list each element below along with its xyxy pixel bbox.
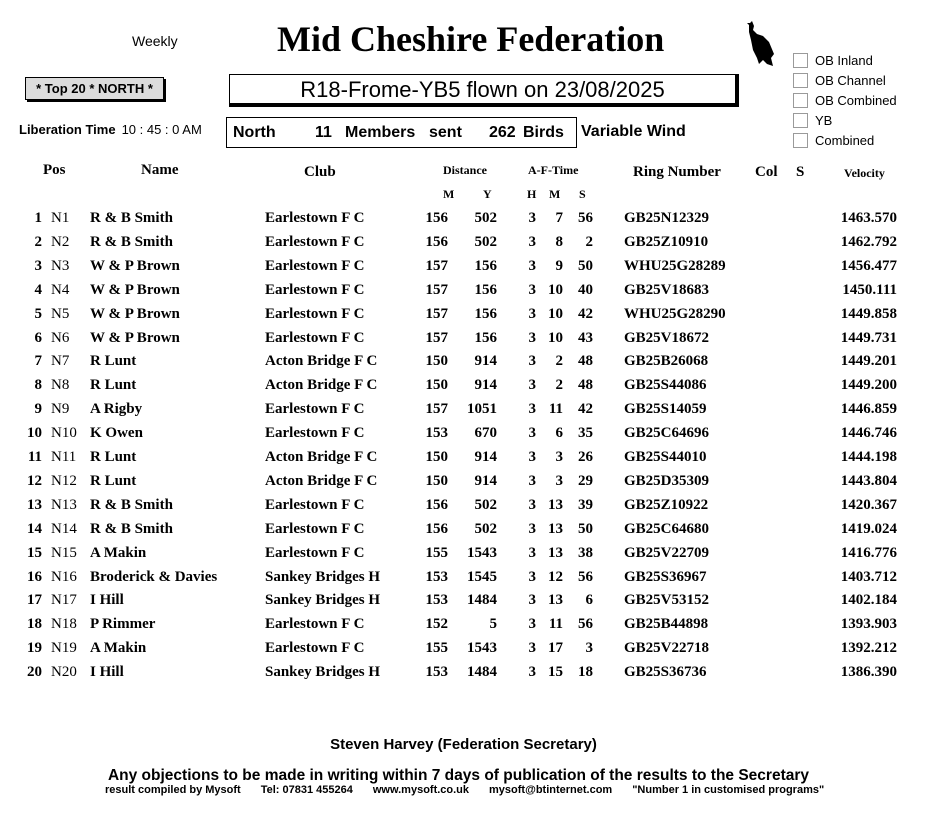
position-cell: 6 (34, 329, 42, 346)
club-cell: Sankey Bridges H (265, 592, 381, 609)
yards-cell: 914 (474, 377, 497, 394)
club-cell: Earlestown F C (265, 233, 365, 250)
yards-cell: 156 (474, 281, 497, 298)
name-cell: R & B Smith (90, 233, 173, 250)
option-row[interactable] (793, 130, 897, 150)
section-id-cell: N7 (51, 353, 70, 370)
hours-cell: 3 (528, 281, 536, 298)
position-cell: 11 (27, 449, 42, 465)
option-row[interactable] (793, 90, 897, 110)
club-cell: Earlestown F C (265, 544, 365, 561)
header-sex: S (796, 164, 805, 180)
ring-number-cell: GB25Z10922 (624, 496, 709, 513)
hours-cell: 3 (528, 496, 536, 513)
club-cell: Earlestown F C (265, 616, 365, 633)
hours-cell: 3 (528, 472, 536, 489)
position-cell: 4 (34, 281, 42, 298)
name-cell: W & P Brown (90, 329, 180, 346)
hours-cell: 3 (528, 210, 536, 226)
compiled-email: mysoft@btinternet.com (489, 784, 613, 796)
club-cell: Earlestown F C (265, 425, 365, 442)
table-row (0, 377, 927, 401)
yards-cell: 502 (474, 233, 497, 250)
ring-number-cell: GB25V18672 (624, 329, 710, 346)
yards-cell: 914 (474, 472, 497, 489)
position-cell: 13 (27, 496, 42, 513)
section-id-cell: N19 (51, 640, 77, 657)
header-miles: M (443, 187, 455, 201)
miles-cell: 157 (425, 305, 448, 322)
hours-cell: 3 (528, 568, 536, 585)
club-cell: Acton Bridge F C (265, 377, 378, 394)
name-cell: W & P Brown (90, 305, 180, 322)
club-cell: Earlestown F C (265, 257, 365, 274)
ring-number-cell: GB25C64680 (624, 520, 710, 537)
name-cell: R Lunt (90, 472, 137, 489)
miles-cell: 152 (425, 616, 448, 633)
name-cell: R Lunt (90, 449, 137, 465)
section-id-cell: N6 (51, 329, 70, 346)
seconds-cell: 39 (578, 496, 593, 513)
miles-cell: 156 (425, 210, 448, 226)
secretary: Steven Harvey (Federation Secretary) (330, 736, 597, 753)
table-row (0, 569, 927, 593)
minutes-cell: 13 (548, 592, 563, 609)
seconds-cell: 42 (578, 305, 593, 322)
miles-cell: 153 (425, 664, 448, 681)
name-cell: R & B Smith (90, 520, 173, 537)
position-cell: 20 (27, 664, 42, 681)
yards-cell: 502 (474, 496, 497, 513)
table-row (0, 234, 927, 258)
velocity-cell: 1450.111 (842, 281, 897, 298)
club-cell: Sankey Bridges H (265, 664, 381, 681)
velocity-cell: 1393.903 (840, 616, 897, 633)
miles-cell: 156 (425, 520, 448, 537)
seconds-cell: 40 (578, 281, 593, 298)
header-hours: H (527, 187, 537, 201)
option-label: Combined (815, 132, 875, 148)
section-id-cell: N5 (51, 305, 70, 322)
miles-cell: 155 (425, 544, 448, 561)
minutes-cell: 6 (555, 425, 563, 442)
sent-label: sent (429, 124, 462, 141)
option-label: OB Combined (815, 92, 897, 108)
header-yards: Y (483, 187, 492, 201)
position-cell: 19 (27, 640, 42, 657)
seconds-cell: 26 (578, 449, 593, 465)
name-cell: P Rimmer (90, 616, 156, 633)
velocity-cell: 1449.200 (840, 377, 897, 394)
position-cell: 17 (27, 592, 42, 609)
club-cell: Earlestown F C (265, 640, 365, 657)
name-cell: A Makin (90, 640, 147, 657)
yards-cell: 1484 (467, 664, 497, 681)
seconds-cell: 6 (585, 592, 593, 609)
name-cell: A Makin (90, 544, 147, 561)
club-cell: Earlestown F C (265, 401, 365, 418)
club-cell: Sankey Bridges H (265, 568, 381, 585)
yards-cell: 914 (474, 353, 497, 370)
minutes-cell: 10 (548, 329, 563, 346)
section-id-cell: N11 (51, 449, 77, 465)
minutes-cell: 13 (548, 520, 563, 537)
objections-notice: Any objections to be made in writing within 7 days of publication of the results to the Secretary (107, 767, 810, 784)
checkbox[interactable] (793, 93, 808, 108)
header-ring: Ring Number (633, 164, 721, 180)
section-id-cell: N1 (51, 210, 70, 226)
hours-cell: 3 (528, 329, 536, 346)
miles-cell: 150 (425, 377, 448, 394)
table-row (0, 258, 927, 282)
page-title: Mid Cheshire Federation (277, 19, 665, 59)
position-cell: 14 (27, 520, 42, 537)
position-cell: 5 (34, 305, 42, 322)
seconds-cell: 56 (578, 210, 593, 226)
minutes-cell: 7 (555, 210, 563, 226)
velocity-cell: 1463.570 (840, 210, 897, 226)
minutes-cell: 13 (548, 496, 563, 513)
position-cell: 1 (34, 210, 42, 226)
option-row[interactable] (793, 110, 897, 130)
option-label: OB Inland (815, 52, 873, 68)
checkbox[interactable] (793, 53, 808, 68)
seconds-cell: 56 (578, 616, 593, 633)
table-row (0, 425, 927, 449)
seconds-cell: 42 (578, 401, 593, 418)
yards-cell: 1545 (467, 568, 497, 585)
velocity-cell: 1416.776 (840, 544, 897, 561)
seconds-cell: 50 (578, 520, 593, 537)
miles-cell: 156 (425, 496, 448, 513)
name-cell: R Lunt (90, 377, 137, 394)
yards-cell: 156 (474, 257, 497, 274)
checkbox[interactable] (793, 133, 808, 148)
section-id-cell: N16 (51, 568, 77, 585)
yards-cell: 1543 (467, 640, 497, 657)
header-pos: Pos (43, 162, 66, 178)
seconds-cell: 48 (578, 353, 593, 370)
position-cell: 10 (27, 425, 42, 442)
position-cell: 16 (27, 568, 42, 585)
miles-cell: 150 (425, 472, 448, 489)
header-seconds: S (579, 187, 586, 201)
velocity-cell: 1419.024 (840, 520, 897, 537)
header-minutes: M (549, 187, 561, 201)
miles-cell: 150 (425, 449, 448, 465)
name-cell: Broderick & Davies (90, 568, 218, 585)
hours-cell: 3 (528, 616, 536, 633)
table-row (0, 545, 927, 569)
club-cell: Earlestown F C (265, 520, 365, 537)
option-label: OB Channel (815, 72, 886, 88)
minutes-cell: 2 (555, 377, 563, 394)
miles-cell: 157 (425, 329, 448, 346)
weekly-label: Weekly (132, 33, 178, 49)
seconds-cell: 56 (578, 568, 593, 585)
section-id-cell: N4 (51, 281, 70, 298)
minutes-cell: 10 (548, 305, 563, 322)
compiled-web: www.mysoft.co.uk (372, 784, 470, 796)
minutes-cell: 9 (555, 257, 563, 274)
position-cell: 9 (34, 401, 42, 418)
compiled-tel: Tel: 07831 455264 (260, 784, 353, 796)
hours-cell: 3 (528, 664, 536, 681)
pigeon-logo-icon (745, 20, 775, 68)
option-row[interactable] (793, 50, 897, 70)
hours-cell: 3 (528, 520, 536, 537)
velocity-cell: 1420.367 (840, 496, 897, 513)
minutes-cell: 11 (548, 401, 563, 418)
velocity-cell: 1402.184 (840, 592, 897, 609)
yards-cell: 914 (474, 449, 497, 465)
club-cell: Earlestown F C (265, 329, 365, 346)
table-row (0, 282, 927, 306)
hours-cell: 3 (528, 401, 536, 418)
hours-cell: 3 (528, 233, 536, 250)
members-label: Members (345, 124, 416, 141)
table-row (0, 449, 927, 473)
section-id-cell: N8 (51, 377, 70, 394)
table-row (0, 401, 927, 425)
velocity-cell: 1444.198 (840, 449, 897, 465)
hours-cell: 3 (528, 257, 536, 274)
seconds-cell: 48 (578, 377, 593, 394)
compiled-label: result compiled by Mysoft (105, 784, 241, 796)
minutes-cell: 3 (555, 472, 563, 489)
ring-number-cell: GB25V53152 (624, 592, 710, 609)
velocity-cell: 1456.477 (840, 257, 897, 274)
ring-number-cell: WHU25G28289 (624, 257, 726, 274)
table-row (0, 210, 927, 234)
ring-number-cell: GB25S44010 (624, 449, 707, 465)
club-cell: Acton Bridge F C (265, 472, 378, 489)
minutes-cell: 3 (555, 449, 563, 465)
table-row (0, 497, 927, 521)
race-type-options (793, 50, 897, 150)
club-cell: Earlestown F C (265, 210, 365, 226)
table-row (0, 306, 927, 330)
ring-number-cell: GB25Z10910 (624, 233, 709, 250)
section-id-cell: N3 (51, 257, 70, 274)
name-cell: K Owen (90, 425, 143, 442)
miles-cell: 153 (425, 425, 448, 442)
hours-cell: 3 (528, 305, 536, 322)
club-cell: Earlestown F C (265, 281, 365, 298)
race-title: R18-Frome-YB5 flown on 23/08/2025 (229, 74, 739, 107)
section-id-cell: N10 (51, 425, 77, 442)
seconds-cell: 35 (578, 425, 593, 442)
club-cell: Earlestown F C (265, 305, 365, 322)
velocity-cell: 1446.746 (840, 425, 897, 442)
section-badge: * Top 20 * NORTH * (25, 77, 164, 100)
race-info-box (226, 117, 577, 148)
ring-number-cell: GB25B26068 (624, 353, 709, 370)
seconds-cell: 3 (585, 640, 593, 657)
name-cell: R & B Smith (90, 496, 173, 513)
name-cell: W & P Brown (90, 257, 180, 274)
checkbox[interactable] (793, 113, 808, 128)
club-cell: Earlestown F C (265, 496, 365, 513)
name-cell: A Rigby (90, 401, 143, 418)
seconds-cell: 50 (578, 257, 593, 274)
velocity-cell: 1449.731 (840, 329, 897, 346)
minutes-cell: 11 (548, 616, 563, 633)
section-id-cell: N9 (51, 401, 70, 418)
position-cell: 2 (34, 233, 42, 250)
hours-cell: 3 (528, 353, 536, 370)
section-id-cell: N15 (51, 544, 77, 561)
minutes-cell: 12 (548, 568, 563, 585)
miles-cell: 156 (425, 233, 448, 250)
table-row (0, 592, 927, 616)
yards-cell: 1543 (467, 544, 497, 561)
ring-number-cell: GB25N12329 (624, 210, 710, 226)
section-id-cell: N2 (51, 233, 70, 250)
minutes-cell: 17 (548, 640, 563, 657)
table-row (0, 521, 927, 545)
birds-label: Birds (523, 124, 564, 141)
minutes-cell: 15 (548, 664, 563, 681)
hours-cell: 3 (528, 592, 536, 609)
yards-cell: 1484 (467, 592, 497, 609)
club-cell: Acton Bridge F C (265, 353, 378, 370)
ring-number-cell: GB25V22709 (624, 544, 710, 561)
velocity-cell: 1462.792 (840, 233, 897, 250)
wind-condition: Variable Wind (581, 123, 686, 140)
section-id-cell: N14 (51, 520, 77, 537)
compiled-by (105, 784, 844, 796)
checkbox[interactable] (793, 73, 808, 88)
velocity-cell: 1403.712 (840, 568, 897, 585)
position-cell: 3 (34, 257, 42, 274)
miles-cell: 155 (425, 640, 448, 657)
liberation-time (19, 122, 202, 137)
seconds-cell: 2 (585, 233, 593, 250)
hours-cell: 3 (528, 377, 536, 394)
minutes-cell: 10 (548, 281, 563, 298)
miles-cell: 150 (425, 353, 448, 370)
position-cell: 12 (27, 472, 42, 489)
header-aftime: A-F-Time (528, 163, 579, 177)
compiled-slogan: "Number 1 in customised programs" (632, 784, 825, 796)
header-club: Club (304, 164, 336, 180)
velocity-cell: 1449.201 (840, 353, 897, 370)
seconds-cell: 29 (578, 472, 593, 489)
name-cell: I Hill (90, 664, 124, 681)
table-row (0, 616, 927, 640)
section-name: North (233, 124, 276, 141)
velocity-cell: 1392.212 (840, 640, 897, 657)
position-cell: 7 (34, 353, 42, 370)
birds-count: 262 (489, 124, 516, 141)
header-col: Col (755, 164, 778, 180)
table-row (0, 353, 927, 377)
miles-cell: 157 (425, 281, 448, 298)
yards-cell: 502 (474, 210, 497, 226)
header-velocity: Velocity (844, 166, 885, 180)
ring-number-cell: GB25S14059 (624, 401, 707, 418)
yards-cell: 1051 (467, 401, 497, 418)
hours-cell: 3 (528, 544, 536, 561)
header-name: Name (141, 162, 179, 178)
ring-number-cell: GB25C64696 (624, 425, 710, 442)
miles-cell: 153 (425, 592, 448, 609)
ring-number-cell: GB25S44086 (624, 377, 707, 394)
ring-number-cell: GB25V18683 (624, 281, 710, 298)
hours-cell: 3 (528, 425, 536, 442)
table-row (0, 640, 927, 664)
name-cell: R Lunt (90, 353, 137, 370)
name-cell: R & B Smith (90, 210, 173, 226)
section-id-cell: N13 (51, 496, 77, 513)
velocity-cell: 1446.859 (840, 401, 897, 418)
miles-cell: 157 (425, 257, 448, 274)
ring-number-cell: GB25S36736 (624, 664, 707, 681)
position-cell: 8 (34, 377, 42, 394)
ring-number-cell: GB25D35309 (624, 472, 710, 489)
section-id-cell: N17 (51, 592, 77, 609)
minutes-cell: 13 (548, 544, 563, 561)
hours-cell: 3 (528, 640, 536, 657)
position-cell: 18 (27, 616, 42, 633)
ring-number-cell: GB25V22718 (624, 640, 710, 657)
section-id-cell: N20 (51, 664, 77, 681)
header-distance: Distance (443, 163, 487, 177)
minutes-cell: 2 (555, 353, 563, 370)
velocity-cell: 1443.804 (840, 472, 897, 489)
members-count: 11 (315, 124, 332, 141)
yards-cell: 502 (474, 520, 497, 537)
velocity-cell: 1386.390 (840, 664, 897, 681)
table-row (0, 664, 927, 688)
velocity-cell: 1449.858 (840, 305, 897, 322)
seconds-cell: 18 (578, 664, 593, 681)
liberation-value: 10 : 45 : 0 AM (121, 122, 202, 137)
seconds-cell: 38 (578, 544, 593, 561)
yards-cell: 670 (474, 425, 497, 442)
table-row (0, 473, 927, 497)
option-row[interactable] (793, 70, 897, 90)
table-row (0, 330, 927, 354)
liberation-label: Liberation Time (19, 122, 116, 137)
ring-number-cell: WHU25G28290 (624, 305, 726, 322)
section-id-cell: N18 (51, 616, 77, 633)
miles-cell: 153 (425, 568, 448, 585)
yards-cell: 156 (474, 329, 497, 346)
minutes-cell: 8 (555, 233, 563, 250)
ring-number-cell: GB25S36967 (624, 568, 707, 585)
option-label: YB (815, 112, 833, 128)
section-id-cell: N12 (51, 472, 77, 489)
yards-cell: 156 (474, 305, 497, 322)
name-cell: W & P Brown (90, 281, 180, 298)
ring-number-cell: GB25B44898 (624, 616, 709, 633)
position-cell: 15 (27, 544, 42, 561)
seconds-cell: 43 (578, 329, 593, 346)
miles-cell: 157 (425, 401, 448, 418)
name-cell: I Hill (90, 592, 124, 609)
club-cell: Acton Bridge F C (265, 449, 378, 465)
hours-cell: 3 (528, 449, 536, 465)
yards-cell: 5 (489, 616, 497, 633)
